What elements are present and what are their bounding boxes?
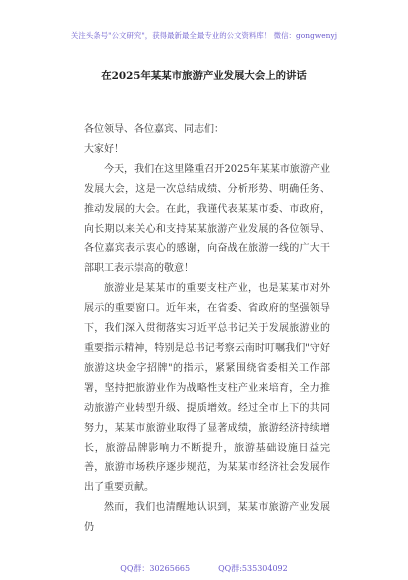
document-body [84, 120, 330, 538]
paragraph-opening: 今天，我们在这里隆重召开2025年某某市旅游产业发展大会，这是一次总结成绩、分析形势、明确任务、推动发展的大会。在此，我谨代表某某市委、市政府，向长期以来关心和支持某某旅游产业发展的各位领导、各位嘉宾表示衷心的感谢，向奋战在旅游一线的广大干部职工表示崇高的敬意！ [84, 163, 330, 275]
header-banner: 关注头条号"公文研究"，获得最新最全最专业的公文资料库！ 微信：gongwenyj [70, 31, 338, 40]
salutation: 大家好！ [84, 143, 124, 155]
footer-qq-group-2: QQ群:535304092 [218, 564, 288, 573]
footer-contact [0, 563, 408, 574]
paragraph-achievements: 旅游业是某某市的重要支柱产业，也是某某市对外展示的重要窗口。近年来，在省委、省政府的坚强领导下，我们深入贯彻落实习近平总书记关于发展旅游业的重要指示精神，特别是总书记考察云南时叮嘱我们"守好旅游这块金字招牌"的指示，紧紧围绕省委相关工作部署，坚持把旅游业作为战略性支柱产业来培育，全力推动旅游产业转型升级、提质增效。经过全市上下的共同努力，某某市旅游业取得了显著成绩，旅游经济持续增长，旅游品牌影响力不断提升，旅游基础设施日益完善，旅游市场秩序逐步规范，为某某市经济社会发展作出了重要贡献。 [84, 283, 330, 494]
greeting: 各位领导、各位嘉宾、同志们： [84, 124, 224, 135]
paragraph-challenges: 然而，我们也清醒地认识到，某某市旅游产业发展仍 [84, 502, 330, 534]
footer-qq-group-1: QQ群：30265665 [120, 564, 191, 573]
document-title: 在2025年某某市旅游产业发展大会上的讲话 [101, 70, 307, 82]
